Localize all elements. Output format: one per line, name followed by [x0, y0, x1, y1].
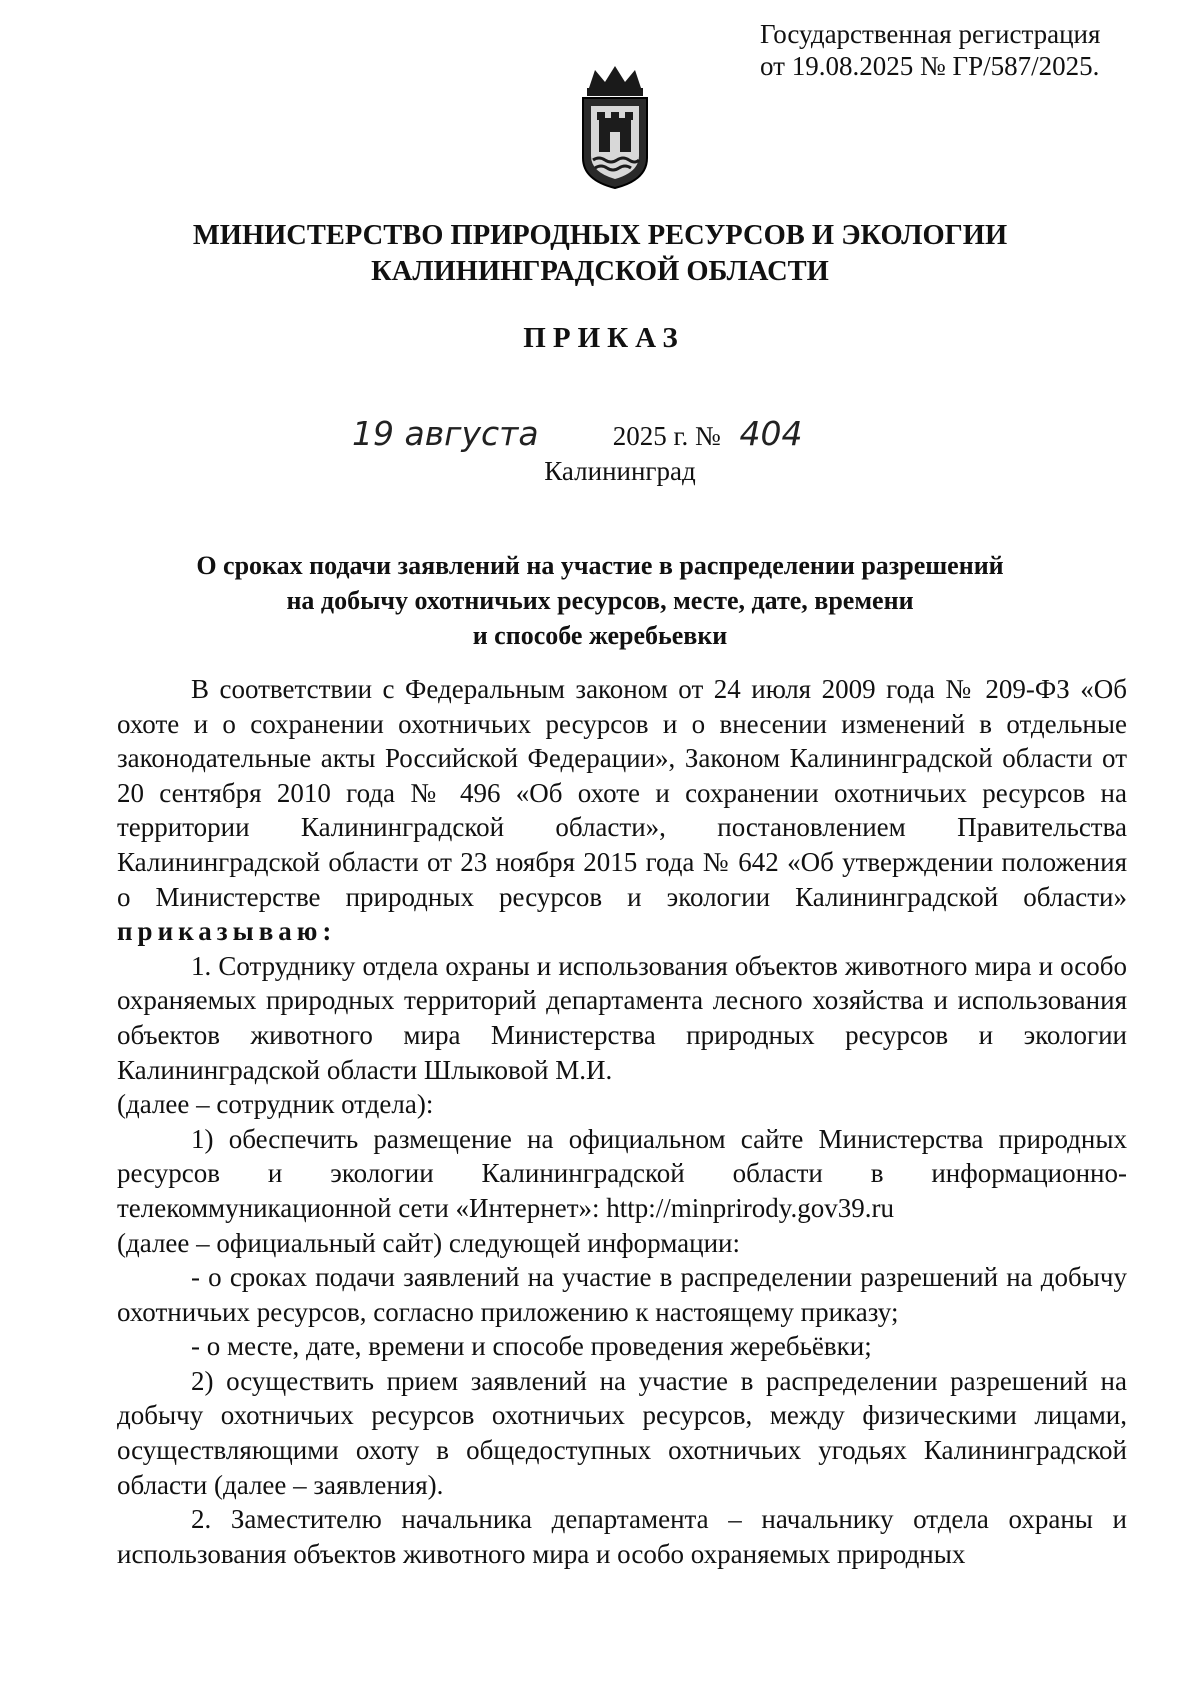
bullet-1: - о сроках подачи заявлений на участие в распределении разрешений на добычу охотничьих ресурсов, согласно приложению к настоящему приказу; [117, 1262, 1127, 1327]
order-subject [0, 548, 1200, 653]
registration-line-2: от 19.08.2025 № ГР/587/2025. [760, 51, 1100, 81]
bullet-2: - о месте, дате, времени и способе проведения жеребьёвки; [191, 1331, 872, 1362]
coat-of-arms-emblem-icon [575, 62, 655, 190]
item-1-1-tail: (далее – официальный сайт) следующей информации: [117, 1227, 741, 1258]
ministry-name [0, 218, 1200, 290]
item-1-2-paragraph: 2) осуществить прием заявлений на участие в распределении разрешений на добычу охотничьих ресурсов охотничьих ресурсов, между физическими лицами, осуществляющими охоту в общедоступных охотничьих угодьях Калининградской области (далее – заявления). [117, 1365, 1127, 1500]
registration-line-1: Государственная регистрация [760, 19, 1101, 49]
item-1-tail: (далее – сотрудник отдела): [117, 1089, 434, 1120]
order-city: Калининград [544, 456, 696, 486]
item-2-paragraph: 2. Заместителю начальника департамента – начальнику отдела охраны и использования объектов животного мира и особо охраняемых природных [117, 1504, 1127, 1569]
registration-stamp [760, 18, 1100, 82]
handwritten-order-number: 404 [739, 414, 803, 453]
item-1-1-paragraph: 1) обеспечить размещение на официальном сайте Министерства природных ресурсов и экологии Калининградской области в информационно-телекоммуникационной сети «Интернет»: http://minprirody.gov39.ru [117, 1123, 1127, 1223]
subject-line-1: О сроках подачи заявлений на участие в распределении разрешений [196, 551, 1004, 580]
order-year-number-label: 2025 г. № [612, 421, 721, 451]
subject-line-2: на добычу охотничьих ресурсов, месте, дате, времени [286, 586, 914, 615]
document-type: ПРИКАЗ [523, 322, 685, 354]
item-1-paragraph: 1. Сотруднику отдела охраны и использования объектов животного мира и особо охраняемых природных территорий департамента лесного хозяйства и использования объектов животного мира Министерства природных ресурсов и экологии Калининградской области Шлыковой М.И. [117, 950, 1127, 1085]
order-body [117, 672, 1127, 1571]
handwritten-date: 19 августа [352, 414, 539, 453]
preamble-text: В соответствии с Федеральным законом от 24 июля 2009 года № 209-ФЗ «Об охоте и о сохранении охотничьих ресурсов и о внесении изменений в отдельные законодательные акты Российской Федерации», Законом Калининградской области от 20 сентября 2010 года № 496 «Об охоте и сохранении охотничьих ресурсов на территории Калининградской области», постановлением Правительства Калининградской области от 23 ноября 2015 года № 642 «Об утверждении положения о Министерстве природных ресурсов и экологии Калининградской области» [117, 674, 1127, 912]
ministry-line-2: КАЛИНИНГРАДСКОЙ ОБЛАСТИ [371, 256, 829, 287]
preamble-paragraph [117, 672, 1127, 949]
preamble-emphasis: приказываю: [117, 916, 337, 947]
subject-line-3: и способе жеребьевки [472, 621, 728, 650]
ministry-line-1: МИНИСТЕРСТВО ПРИРОДНЫХ РЕСУРСОВ И ЭКОЛОГИИ [192, 220, 1008, 251]
